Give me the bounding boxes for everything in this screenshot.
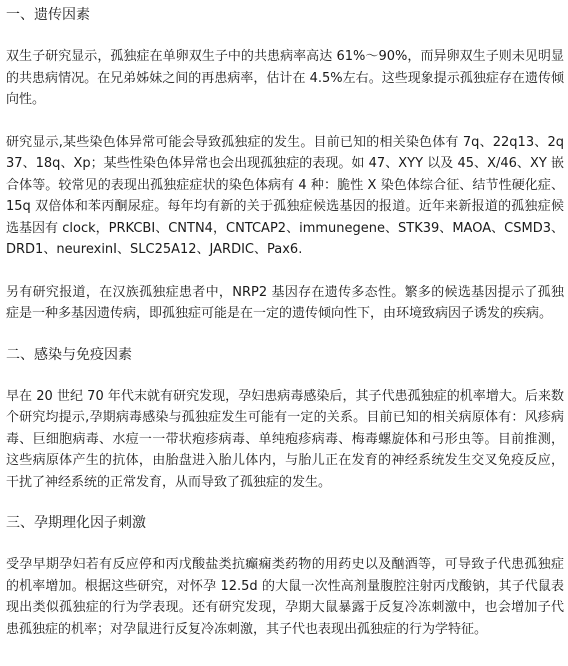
paragraph: 双生子研究显示，孤独症在单卵双生子中的共患病率高达 61%～90%，而异卵双生子则未见明显的共患病情况。在兄弟姊妹之间的再患病率，估计在 4.5%左右。这些现象提示孤独症存在遗传倾向性。 xyxy=(6,49,564,107)
section-infection-immunity xyxy=(6,346,564,494)
paragraph: 另有研究报道，在汉族孤独症患者中，NRP2 基因存在遗传多态性。繁多的候选基因提示了孤独症是一种多基因遗传病，即孤独症可能是在一定的遗传倾向性下，由环境致病因子诱发的疾病。 xyxy=(6,284,564,321)
section-heading: 二、感染与免疫因素 xyxy=(6,346,132,363)
paragraph: 研究显示,某些染色体异常可能会导致孤独症的发生。目前已知的相关染色体有 7q、22q13、2q37、18q、Xp；某些性染色体异常也会出现孤独症的表现。如 47、XYY 以及 45、X/46、XY 嵌合体等。较常见的表现出孤独症症状的染色体病有 4 种：脆性 X 染色体综合征、结节性硬化症、15q 双倍体和苯丙酮尿症。每年均有新的关于孤独症候选基因的报道。近年来新报道的孤独症候选基因有 clock，PRKCBI、CNTN4，CNTCAP2、immunegene、STK39、MAOA、CSMD3、DRD1、neurexinI、SLC25A12、JARDIC、Pax6. xyxy=(6,134,564,257)
section-pregnancy-stimuli xyxy=(6,514,564,640)
section-heading: 三、孕期理化因子刺激 xyxy=(6,515,146,531)
paragraph: 早在 20 世纪 70 年代末就有研究发现，孕妇患病毒感染后，其子代患孤独症的机率增大。后来数个研究均提示,孕期病毒感染与孤独症发生可能有一定的关系。目前已知的相关病原体有：风疹病毒、巨细胞病毒、水痘一一带状疱疹病毒、单纯疱疹病毒、梅毒螺旋体和弓形虫等。目前推测，这些病原体产生的抗体，由胎盘进入胎儿体内，与胎儿正在发育的神经系统发生交叉免疫反应，干扰了神经系统的正常发育，从而导致了孤独症的发生。 xyxy=(6,388,564,490)
paragraph: 受孕早期孕妇若有反应停和丙戊酸盐类抗癫痫类药物的用药史以及酗酒等，可导致子代患孤独症的机率增加。根据这些研究，对怀孕 12.5d 的大鼠一次性高剂量腹腔注射丙戊酸钠，其子代鼠表现出类似孤独症的行为学表现。还有研究发现，孕期大鼠暴露于反复冷冻刺激中，也会增加子代患孤独症的机率；对孕鼠进行反复冷冻刺激，其子代也表现出孤独症的行为学特征。 xyxy=(6,557,564,637)
section-heading: 一、遗传因素 xyxy=(6,7,90,23)
section-genetic-factors xyxy=(6,6,564,325)
